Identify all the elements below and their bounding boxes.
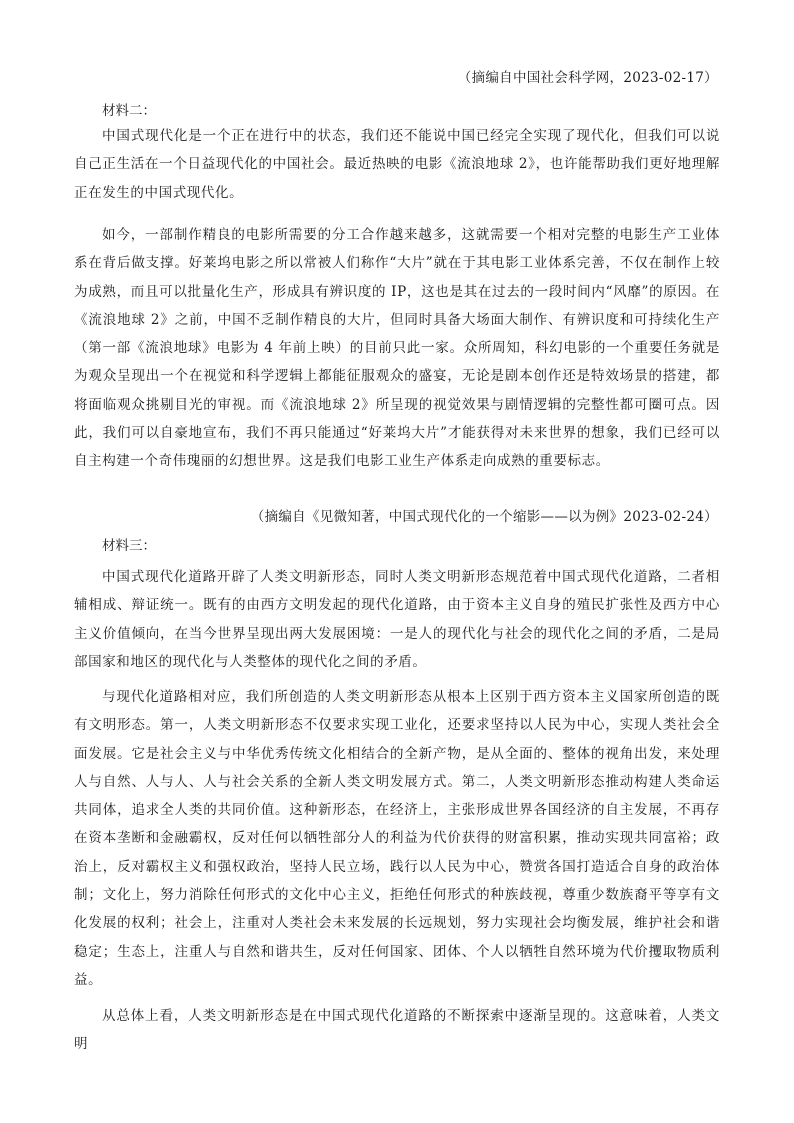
source-citation-2: （摘编自《见微知著，中国式现代化的一个缩影——以为例》2023-02-24） <box>250 509 718 525</box>
material-3-paragraph-1: 中国式现代化道路开辟了人类文明新形态，同时人类文明新形态规范着中国式现代化道路，二者相辅相成、辩证统一。既有的由西方文明发起的现代化道路，由于资本主义自身的殖民扩张性及西方中心主义价值倾向，在当今世界呈现出两大发展困境：一是人的现代化与社会的现代化之间的矛盾，二是局部国家和地区的现代化与人类整体的现代化之间的矛盾。 <box>74 569 720 670</box>
material-3-paragraph-2: 与现代化道路相对应，我们所创造的人类文明新形态从根本上区别于西方资本主义国家所创造的既有文明形态。第一，人类文明新形态不仅要求实现工业化，还要求坚持以人民为中心，实现人类社会全面发展。它是社会主义与中华优秀传统文化相结合的全新产物，是从全面的、整体的视角出发，来处理人与自然、人与人、人与社会关系的全新人类文明发展方式。第二，人类文明新形态推动构建人类命运共同体，追求全人类的共同价值。这种新形态，在经济上，主张形成世界各国经济的自主发展，不再存在资本垄断和金融霸权，反对任何以牺牲部分人的利益为代价获得的财富积累，推动实现共同富裕；政治上，反对霸权主义和强权政治，坚持人民立场，践行以人民为中心，赞赏各国打造适合自身的政治体制；文化上，努力消除任何形式的文化中心主义，拒绝任何形式的种族歧视，尊重少数族裔平等享有文化发展的权利；社会上，注重对人类社会未来发展的长远规划，努力实现社会均衡发展，维护社会和谐稳定；生态上，注重人与自然和谐共生，反对任何国家、团体、个人以牺牲自然环境为代价攫取物质利益。 <box>74 689 720 988</box>
material-2-label: 材料二： <box>102 103 156 119</box>
material-2-paragraph-1: 中国式现代化是一个正在进行中的状态，我们还不能说中国已经完全实现了现代化，但我们可以说自己正生活在一个日益现代化的中国社会。最近热映的电影《流浪地球 2》，也许能帮助我们更好地理解正在发生的中国式现代化。 <box>74 128 720 201</box>
material-3-paragraph-3: 从总体上看，人类文明新形态是在中国式现代化道路的不断探索中逐渐呈现的。这意味着，人类文明 <box>74 1008 720 1053</box>
material-3-label: 材料三： <box>102 538 156 554</box>
source-citation-1: （摘编自中国社会科学网，2023-02-17） <box>457 70 718 86</box>
material-2-paragraph-2: 如今，一部制作精良的电影所需要的分工合作越来越多，这就需要一个相对完整的电影生产工业体系在背后做支撑。好莱坞电影之所以常被人们称作“大片”就在于其电影工业体系完善，不仅在制作上较为成熟，而且可以批量化生产，形成具有辨识度的 IP，这也是其在过去的一段时间内“风靡”的原因。在《流浪地球 2》之前，中国不乏制作精良的大片，但同时具备大场面大制作、有辨识度和可持续化生产（第一部《流浪地球》电影为 4 年前上映）的目前只此一家。众所周知，科幻电影的一个重要任务就是为观众呈现出一个在视觉和科学逻辑上都能征服观众的盛宴，无论是剧本创作还是特效场景的搭建，都将面临观众挑剔目光的审视。而《流浪地球 2》所呈现的视觉效果与剧情逻辑的完整性都可圈可点。因此，我们可以自豪地宣布，我们不再只能通过“好莱坞大片”才能获得对未来世界的想象，我们已经可以自主构建一个奇伟瑰丽的幻想世界。这是我们电影工业生产体系走向成熟的重要标志。 <box>74 227 720 470</box>
